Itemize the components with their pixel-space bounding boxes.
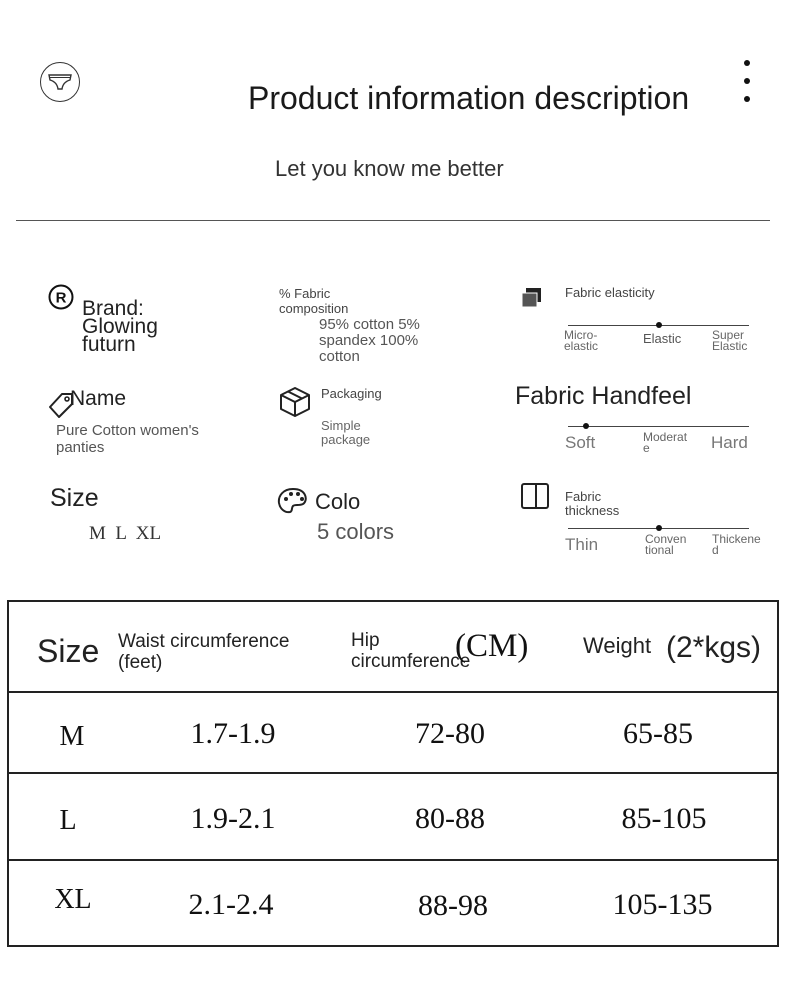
- composition-value-3: cotton: [319, 348, 360, 365]
- table-cell-size: M: [59, 721, 85, 752]
- table-cell-hip: 88-98: [418, 889, 488, 922]
- table-cell-waist: 2.1-2.4: [188, 888, 274, 921]
- table-divider: [7, 691, 779, 693]
- table-divider: [7, 772, 779, 774]
- svg-text:R: R: [55, 289, 67, 307]
- table-header-weight: Weight: [583, 633, 652, 658]
- divider: [16, 220, 770, 221]
- color-value: 5 colors: [317, 519, 395, 544]
- name-label: Name: [70, 387, 127, 410]
- thickness-label-2: thickness: [565, 503, 620, 518]
- name-value-2: panties: [56, 439, 105, 456]
- packaging-label: Packaging: [321, 386, 382, 401]
- thickness-right-2: d: [712, 543, 719, 557]
- table-cell-size: L: [59, 805, 77, 836]
- handfeel-middle-2: e: [643, 441, 650, 455]
- table-cell-hip: 80-88: [415, 802, 485, 835]
- handfeel-marker: [583, 423, 589, 429]
- brand-label: Brand:: [82, 297, 144, 320]
- table-header-weight-unit: (2*kgs): [666, 631, 762, 664]
- brand-value-2: futurn: [82, 333, 136, 356]
- elasticity-marker: [656, 322, 662, 328]
- elasticity-right-1: Super: [712, 328, 745, 342]
- thickness-right-1: Thickene: [712, 532, 761, 546]
- handfeel-middle-1: Moderat: [643, 430, 688, 444]
- size-value: M L XL: [89, 523, 162, 544]
- handfeel-left: Soft: [565, 433, 596, 452]
- table-header-waist-2: (feet): [118, 652, 163, 673]
- table-cell-weight: 65-85: [623, 717, 693, 750]
- size-label: Size: [50, 484, 99, 512]
- packaging-value-1: Simple: [321, 418, 361, 433]
- packaging-value-2: package: [321, 432, 371, 447]
- thickness-marker: [656, 525, 662, 531]
- box-icon: [278, 386, 312, 418]
- brand-value-1: Glowing: [82, 315, 158, 338]
- thickness-label-1: Fabric: [565, 489, 602, 504]
- table-cell-waist: 1.7-1.9: [190, 717, 276, 750]
- thickness-left: Thin: [565, 535, 599, 554]
- table-cell-hip: 72-80: [415, 717, 485, 750]
- palette-icon: [277, 487, 309, 515]
- more-vertical-icon[interactable]: [740, 60, 754, 114]
- handfeel-track: [568, 426, 749, 427]
- table-header-hip-2: circumference: [351, 651, 471, 672]
- table-header-size: Size: [37, 633, 100, 669]
- table-cell-size: XL: [54, 884, 92, 915]
- thickness-icon: [521, 483, 549, 509]
- composition-label-1: % Fabric: [279, 286, 331, 301]
- page-subtitle: Let you know me better: [275, 156, 504, 181]
- table-header-waist-1: Waist circumference: [118, 631, 290, 652]
- table-cell-weight: 85-105: [621, 802, 707, 835]
- elasticity-label: Fabric elasticity: [565, 285, 655, 300]
- handfeel-label: Fabric Handfeel: [515, 382, 692, 410]
- table-divider: [7, 859, 779, 861]
- elasticity-right-2: Elastic: [712, 339, 748, 353]
- page-title: Product information description: [248, 80, 690, 116]
- elasticity-left-2: elastic: [564, 339, 599, 353]
- handfeel-right: Hard: [711, 433, 748, 452]
- name-value-1: Pure Cotton women's: [56, 422, 199, 439]
- table-header-unit: (CM): [455, 628, 529, 664]
- elasticity-left-1: Micro-: [564, 328, 598, 342]
- underwear-icon: [40, 62, 80, 102]
- table-cell-weight: 105-135: [612, 888, 713, 921]
- thickness-middle-2: tional: [645, 543, 674, 557]
- elasticity-middle: Elastic: [643, 331, 682, 346]
- color-label: Colo: [315, 489, 361, 514]
- thickness-middle-1: Conven: [645, 532, 687, 546]
- fabric-icon: [521, 286, 543, 308]
- table-header-hip-1: Hip: [351, 630, 380, 651]
- composition-value-1: 95% cotton 5%: [319, 316, 420, 333]
- registered-icon: [48, 284, 74, 310]
- composition-value-2: spandex 100%: [319, 332, 419, 349]
- composition-label-2: composition: [279, 301, 349, 316]
- table-cell-waist: 1.9-2.1: [190, 802, 276, 835]
